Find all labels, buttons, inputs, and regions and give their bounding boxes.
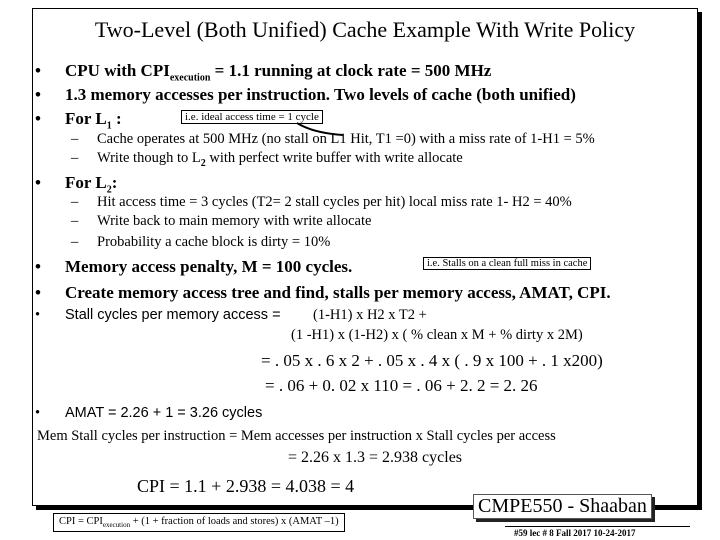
footer-rule (505, 526, 690, 527)
bullet-l2-post: : (111, 173, 118, 192)
dash-marker: – (71, 194, 79, 210)
cpi-formula-box (53, 513, 345, 532)
stall-eq-line2: (1 -H1) x (1-H2) x ( % clean x M + % dirty x 2M) (291, 327, 583, 343)
bullet-create-tree: Create memory access tree and find, stalls per memory access, AMAT, CPI. (65, 283, 611, 302)
mem-stall-eq: = 2.26 x 1.3 = 2.938 cycles (288, 449, 463, 466)
l1-write-pre: Write though to L (97, 150, 201, 166)
bullet-l2 (65, 173, 117, 195)
formula-pre: CPI = CPI (59, 516, 103, 527)
bullet-marker: • (35, 307, 41, 323)
dash-marker: – (71, 131, 79, 147)
slide-footer: #59 lec # 8 Fall 2017 10-24-2017 (514, 528, 636, 538)
brand-logo: CMPE550 - Shaaban (473, 494, 652, 519)
mem-stall-line: Mem Stall cycles per instruction = Mem accesses per instruction x Stall cycles per access (37, 428, 556, 444)
l1-write-post: with perfect write buffer with write allocate (205, 150, 463, 166)
stall-eq-line4: = . 06 + 0. 02 x 110 = . 06 + 2. 2 = 2. 26 (265, 376, 538, 395)
bullet-memory-accesses: 1.3 memory accesses per instruction. Two levels of cache (both unified) (65, 85, 576, 104)
bullet-marker: • (35, 257, 41, 276)
bullet-marker: • (35, 61, 41, 80)
stall-eq-line1: (1-H1) x H2 x T2 + (313, 307, 427, 323)
bullet-marker: • (35, 173, 41, 192)
dash-marker: – (71, 150, 79, 166)
bullet-l2-pre: For L (65, 173, 107, 192)
bullet-marker: • (35, 85, 41, 104)
l2-detail-dirty: Probability a cache block is dirty = 10% (97, 234, 331, 250)
bullet-marker: • (35, 283, 41, 302)
bullet-marker: • (35, 109, 41, 128)
bullet-marker: • (35, 405, 41, 421)
bullet-cpu-sub: execution (169, 72, 211, 84)
bullet-cpu-pre: CPU with CPI (65, 61, 170, 80)
amat-line: AMAT = 2.26 + 1 = 3.26 cycles (65, 405, 263, 421)
l1-detail-write (97, 150, 463, 169)
l2-detail-hit-time: Hit access time = 3 cycles (T2= 2 stall cycles per hit) local miss rate 1- H2 = 40% (97, 194, 572, 210)
slide-frame (32, 8, 698, 506)
bullet-cpu-post: = 1.1 running at clock rate = 500 MHz (210, 61, 492, 80)
l1-write-sub: 2 (200, 157, 206, 169)
cpi-result: CPI = 1.1 + 2.938 = 4.038 = 4 (137, 476, 355, 496)
slide-title: Two-Level (Both Unified) Cache Example With Write Policy (94, 17, 636, 42)
bullet-l2-sub: 2 (106, 184, 112, 196)
l1-detail-miss-rate: Cache operates at 500 MHz (no stall on L1 Hit, T1 =0) with a miss rate of 1-H1 = 5% (97, 131, 595, 147)
bullet-l1-sub: 1 (106, 120, 112, 132)
note-stalls: i.e. Stalls on a clean full miss in cache (423, 257, 591, 270)
bullet-l1 (65, 109, 122, 131)
bullet-l1-pre: For L (65, 109, 107, 128)
l2-detail-write-back: Write back to main memory with write allocate (97, 213, 372, 229)
formula-post: + (1 + fraction of loads and stores) x (AMAT –1) (130, 516, 339, 527)
bullet-cpu (65, 61, 491, 83)
stall-cycles-label: Stall cycles per memory access = (65, 307, 281, 323)
dash-marker: – (71, 234, 79, 250)
bullet-l1-post: : (111, 109, 122, 128)
dash-marker: – (71, 213, 79, 229)
stall-eq-line3: = . 05 x . 6 x 2 + . 05 x . 4 x ( . 9 x 100 + . 1 x200) (261, 351, 603, 370)
formula-sub: execution (102, 521, 131, 530)
bullet-memory-penalty: Memory access penalty, M = 100 cycles. (65, 257, 353, 276)
note-ideal-access: i.e. ideal access time = 1 cycle (181, 110, 323, 124)
